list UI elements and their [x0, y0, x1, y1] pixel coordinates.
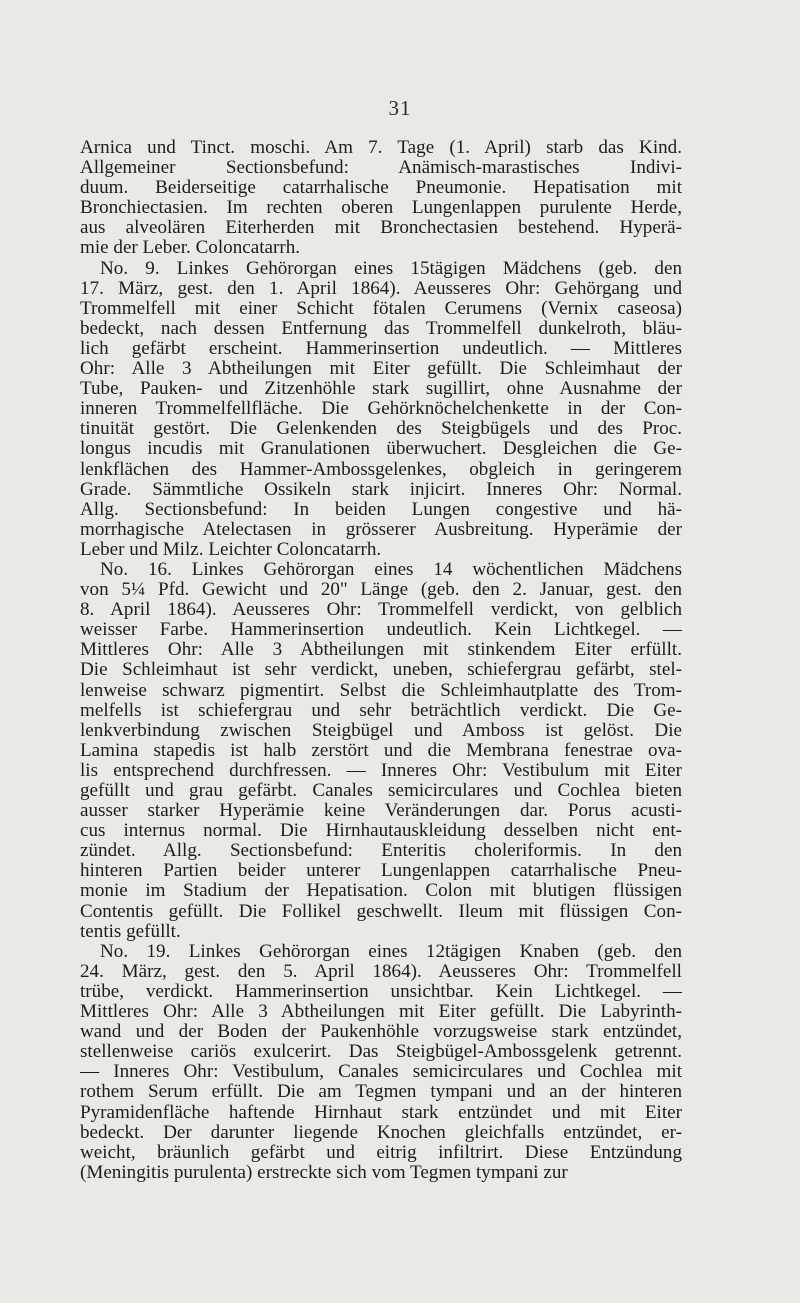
text-line: lis entsprechend durchfressen. — Inneres Ohr: Vestibulum mit Eiter — [80, 760, 682, 781]
text-line: trübe, verdickt. Hammerinsertion unsichtbar. Kein Lichtkegel. — — [80, 981, 682, 1002]
text-line: stellenweise cariös exulcerirt. Das Steigbügel-Ambossgelenk getrennt. — [80, 1042, 682, 1063]
text-line: Bronchiectasien. Im rechten oberen Lungenlappen purulente Herde, — [80, 198, 682, 219]
body-text — [80, 138, 682, 1183]
text-line: Lamina stapedis ist halb zerstört und die Membrana fenestrae ova- — [80, 740, 682, 761]
text-line: Contentis gefüllt. Die Follikel geschwellt. Ileum mit flüssigen Con- — [80, 901, 682, 922]
text-line: bedeckt, nach dessen Entfernung das Trommelfell dunkelroth, bläu- — [80, 318, 682, 339]
text-line: Tube, Pauken- und Zitzenhöhle stark sugillirt, ohne Ausnahme der — [80, 379, 682, 400]
text-line: Grade. Sämmtliche Ossikeln stark injicirt. Inneres Ohr: Normal. — [80, 479, 682, 500]
text-line: 24. März, gest. den 5. April 1864). Aeusseres Ohr: Trommelfell — [80, 961, 682, 982]
text-line: lenweise schwarz pigmentirt. Selbst die Schleimhautplatte des Trom- — [80, 680, 682, 701]
text-line: No. 16. Linkes Gehörorgan eines 14 wöchentlichen Mädchens — [100, 559, 682, 580]
text-line: hinteren Partien beider unterer Lungenlappen catarrhalische Pneu- — [80, 861, 682, 882]
text-line: bedeckt. Der darunter liegende Knochen gleichfalls entzündet, er- — [80, 1122, 682, 1143]
text-line: inneren Trommelfellfläche. Die Gehörknöchelchenkette in der Con- — [80, 399, 682, 420]
text-line: aus alveolären Eiterherden mit Bronchectasien bestehend. Hyperä- — [80, 218, 682, 239]
text-line: Allg. Sectionsbefund: In beiden Lungen congestive und hä- — [80, 499, 682, 520]
text-line: ausser starker Hyperämie keine Veränderungen dar. Porus acusti- — [80, 801, 682, 822]
text-line: lich gefärbt erscheint. Hammerinsertion undeutlich. — Mittleres — [80, 338, 682, 359]
text-line: rothem Serum erfüllt. Die am Tegmen tympani und an der hinteren — [80, 1082, 682, 1103]
text-line: (Meningitis purulenta) erstreckte sich vom Tegmen tympani zur — [80, 1162, 568, 1183]
text-line: tentis gefüllt. — [80, 921, 181, 942]
text-line: lenkverbindung zwischen Steigbügel und Amboss ist gelöst. Die — [80, 720, 682, 741]
text-line: Mittleres Ohr: Alle 3 Abtheilungen mit Eiter gefüllt. Die Labyrinth- — [80, 1002, 682, 1023]
text-line: morrhagische Atelectasen in grösserer Ausbreitung. Hyperämie der — [80, 519, 682, 540]
text-line: tinuität gestört. Die Gelenkenden des Steigbügels und des Proc. — [80, 419, 682, 440]
text-line: weisser Farbe. Hammerinsertion undeutlich. Kein Lichtkegel. — — [80, 620, 682, 641]
text-line: duum. Beiderseitige catarrhalische Pneumonie. Hepatisation mit — [80, 178, 682, 199]
text-line: wand und der Boden der Paukenhöhle vorzugsweise stark entzündet, — [80, 1022, 682, 1043]
text-line: Allgemeiner Sectionsbefund: Anämisch-marastisches Indivi- — [80, 158, 682, 179]
text-line: No. 19. Linkes Gehörorgan eines 12tägigen Knaben (geb. den — [100, 941, 682, 962]
text-line: Ohr: Alle 3 Abtheilungen mit Eiter gefüllt. Die Schleimhaut der — [80, 359, 682, 380]
text-line: — Inneres Ohr: Vestibulum, Canales semicirculares und Cochlea mit — [80, 1062, 682, 1083]
text-line: von 5¼ Pfd. Gewicht und 20" Länge (geb. den 2. Januar, gest. den — [80, 580, 682, 601]
text-line: Mittleres Ohr: Alle 3 Abtheilungen mit stinkendem Eiter erfüllt. — [80, 640, 682, 661]
text-line: longus incudis mit Granulationen überwuchert. Desgleichen die Ge- — [80, 439, 682, 460]
paragraph — [80, 259, 682, 560]
paragraph — [80, 942, 682, 1183]
text-line: monie im Stadium der Hepatisation. Colon mit blutigen flüssigen — [80, 881, 682, 902]
text-line: Trommelfell mit einer Schicht fötalen Cerumens (Vernix caseosa) — [80, 298, 682, 319]
text-line: gefüllt und grau gefärbt. Canales semicirculares und Cochlea bieten — [80, 781, 682, 801]
text-line: zündet. Allg. Sectionsbefund: Enteritis choleriformis. In den — [80, 841, 682, 862]
paragraph — [80, 138, 682, 259]
text-line: Die Schleimhaut ist sehr verdickt, uneben, schiefergrau gefärbt, stel- — [80, 660, 682, 681]
text-line: Leber und Milz. Leichter Coloncatarrh. — [80, 539, 382, 560]
text-line: No. 9. Linkes Gehörorgan eines 15tägigen Mädchens (geb. den — [100, 258, 682, 279]
paragraph — [80, 560, 682, 942]
text-line: mie der Leber. Coloncatarrh. — [80, 238, 301, 259]
text-line: Pyramidenfläche haftende Hirnhaut stark entzündet und mit Eiter — [80, 1102, 682, 1123]
page-number: 31 — [388, 96, 412, 120]
text-line: Arnica und Tinct. moschi. Am 7. Tage (1. April) starb das Kind. — [80, 138, 682, 158]
text-line: weicht, bräunlich gefärbt und eitrig infiltrirt. Diese Entzündung — [80, 1142, 682, 1163]
text-line: 17. März, gest. den 1. April 1864). Aeusseres Ohr: Gehörgang und — [80, 278, 682, 299]
text-line: melfells ist schiefergrau und sehr beträchtlich verdickt. Die Ge- — [80, 700, 682, 721]
text-line: cus internus normal. Die Hirnhautauskleidung desselben nicht ent- — [80, 821, 682, 842]
text-line: lenkflächen des Hammer-Ambossgelenkes, obgleich in geringerem — [80, 459, 682, 480]
text-line: 8. April 1864). Aeusseres Ohr: Trommelfell verdickt, von gelblich — [80, 600, 682, 621]
